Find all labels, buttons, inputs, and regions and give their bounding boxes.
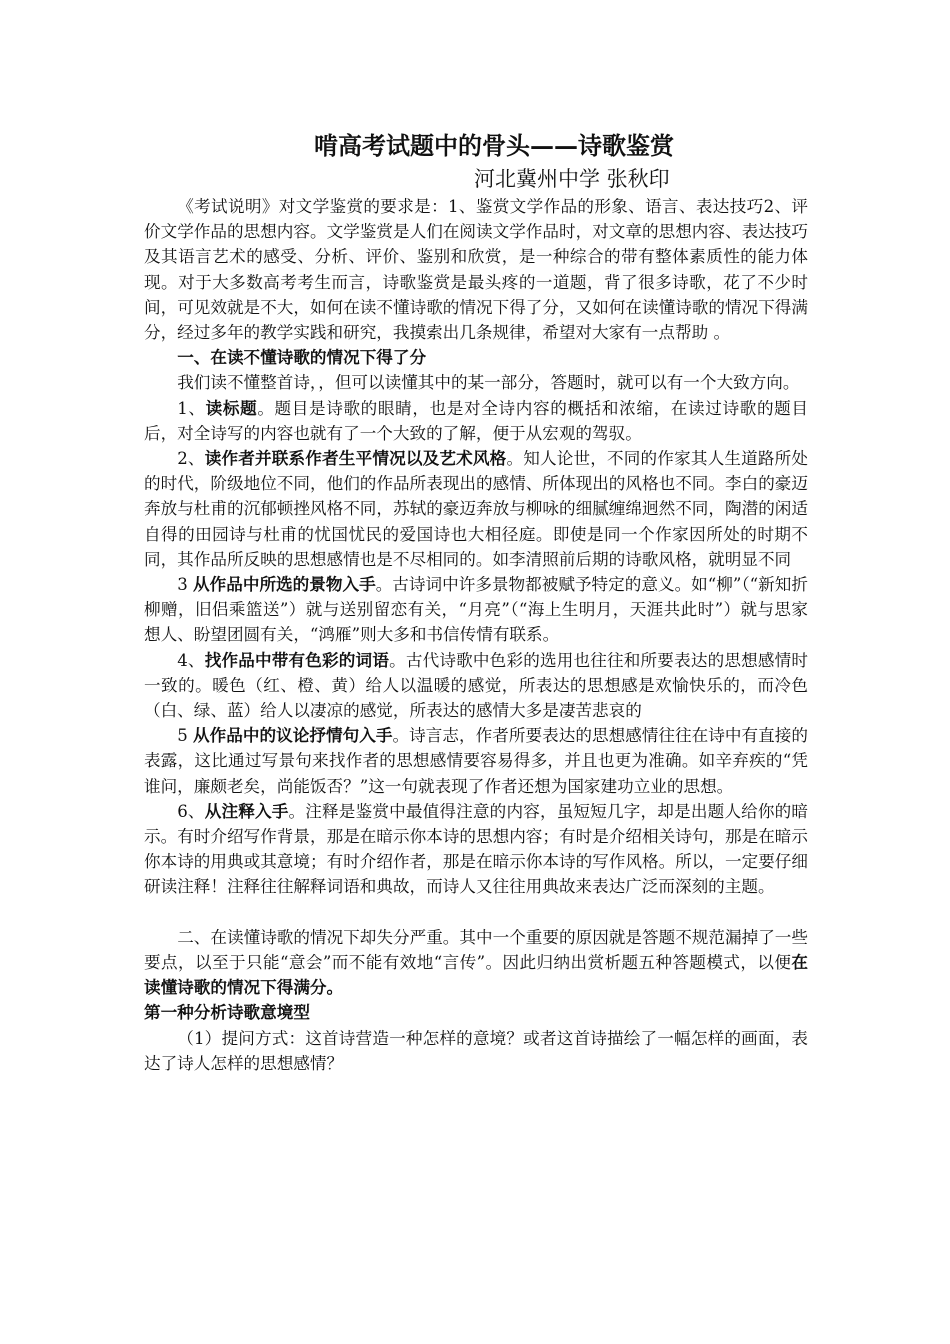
- item-keyword: 找作品中带有色彩的词语: [204, 649, 390, 670]
- item-keyword: 读作者并联系作者生平情况以及艺术风格: [204, 448, 507, 469]
- section1-item-2: [144, 446, 808, 572]
- item-number: 3: [177, 575, 194, 595]
- document-page: [144, 128, 808, 1076]
- section2-emphasis: 在读懂诗歌的情况下得满分。: [144, 951, 808, 998]
- item-number: 2、: [177, 449, 205, 469]
- section1-item-4: [144, 648, 808, 724]
- type1-heading: 第一种分析诗歌意境型: [144, 1002, 310, 1023]
- item-keyword: 读标题: [205, 397, 258, 418]
- item-text: 。题目是诗歌的眼睛，也是对全诗内容的概括和浓缩，在读过诗歌的题目后，对全诗写的内容也就有了一个大致的了解，便于从宏观的驾驭。: [144, 398, 809, 443]
- item-number: 1、: [177, 398, 206, 418]
- author-line: 河北冀州中学 张秋印: [474, 167, 670, 191]
- item-keyword: 从作品中的议论抒情句入手: [193, 725, 393, 746]
- page-title: 啃高考试题中的骨头——诗歌鉴赏: [314, 131, 674, 160]
- section1-item-1: [144, 396, 808, 446]
- item-text: 。古诗词中许多景物都被赋予特定的意义。如“柳”（“新知折柳赠，旧侣乘篮送”）就与送别留恋有关，“月亮”（“海上生明月，天涯共此时”）就与思家想人、盼望团圆有关，“鸿雁”则大多和书信传情有联系。: [144, 575, 808, 645]
- item-number: 5: [177, 726, 194, 746]
- intro-paragraph: 《考试说明》对文学鉴赏的要求是：1、鉴赏文学作品的形象、语言、表达技巧2、评价文学作品的思想内容。文学鉴赏是人们在阅读文学作品时，对文章的思想内容、表达技巧及其语言艺术的感受、分析、评价、鉴别和欣赏，是一种综合的带有整体素质性的能力体现。对于大多数高考考生而言，诗歌鉴赏是最头疼的一道题，背了很多诗歌，花了不少时间，可见效就是不大，如何在读不懂诗歌的情况下得了分，又如何在读懂诗歌的情况下得满分，经过多年的教学实践和研究，我摸索出几条规律，希望对大家有一点帮助 。: [144, 197, 808, 343]
- section1-item-5: [144, 723, 808, 799]
- section1-lead: 我们读不懂整首诗，，但可以读懂其中的某一部分，答题时，就可以有一个大致方向。: [177, 373, 800, 393]
- section2-text: 二、在读懂诗歌的情况下却失分严重。其中一个重要的原因就是答题不规范漏掉了一些要点，以至于只能“意会”而不能有效地“言传”。因此归纳出赏析题五种答题模式，以便: [144, 927, 808, 972]
- item-text: 。注释是鉴赏中最值得注意的内容，虽短短几字，却是出题人给你的暗示。有时介绍写作背景，那是在暗示你本诗的思想内容；有时是介绍相关诗句，那是在暗示你本诗的用典或其意境；有时介绍作者，那是在暗示你本诗的写作风格。所以，一定要仔细研读注释！注释往往解释词语和典故，而诗人又往往用典故来表达广泛而深刻的主题。: [144, 801, 809, 897]
- type1-question: （1）提问方式：这首诗营造一种怎样的意境？或者这首诗描绘了一幅怎样的画面，表达了诗人怎样的思想感情？: [144, 1028, 808, 1073]
- blank-line: [144, 900, 808, 925]
- item-text: 。诗言志，作者所要表达的思想感情往往在诗中有直接的表露，这比通过写景句来找作者的思想感情要容易得多，并且也更为准确。如辛弃疾的“凭谁问，廉颇老矣，尚能饭否？”这一句就表现了作者还想为国家建功立业的思想。: [144, 726, 808, 796]
- item-number: 4、: [177, 650, 205, 670]
- item-text: 。古代诗歌中色彩的选用也往往和所要表达的思想感情时一致的。暖色（红、橙、黄）给人以温暖的感觉，所表达的思想感是欢愉快乐的，而冷色（白、绿、蓝）给人以凄凉的感觉，所表达的感情大多是凄苦悲哀的: [144, 650, 809, 721]
- section1-heading: 一、在读不懂诗歌的情况下得了分: [177, 347, 427, 368]
- item-number: 6、: [177, 801, 205, 821]
- item-keyword: 从作品中所选的景物入手: [193, 574, 376, 595]
- item-keyword: 从注释入手: [204, 800, 289, 821]
- section1-item-6: [144, 799, 808, 900]
- item-text: 。知人论世，不同的作家其人生道路所处的时代，阶级地位不同，他们的作品所表现出的感情、所体现出的风格也不同。李白的豪迈奔放与杜甫的沉郁顿挫风格不同，苏轼的豪迈奔放与柳咏的细腻缠绵迥然不同，陶潜的闲适自得的田园诗与杜甫的忧国忧民的爱国诗也大相径庭。即使是同一个作家因所处的时期不同，其作品所反映的思想感情也是不尽相同的。如李清照前后期的诗歌风格，就明显不同: [144, 449, 809, 569]
- section1-item-3: [144, 572, 808, 648]
- section2-paragraph: [144, 925, 808, 1001]
